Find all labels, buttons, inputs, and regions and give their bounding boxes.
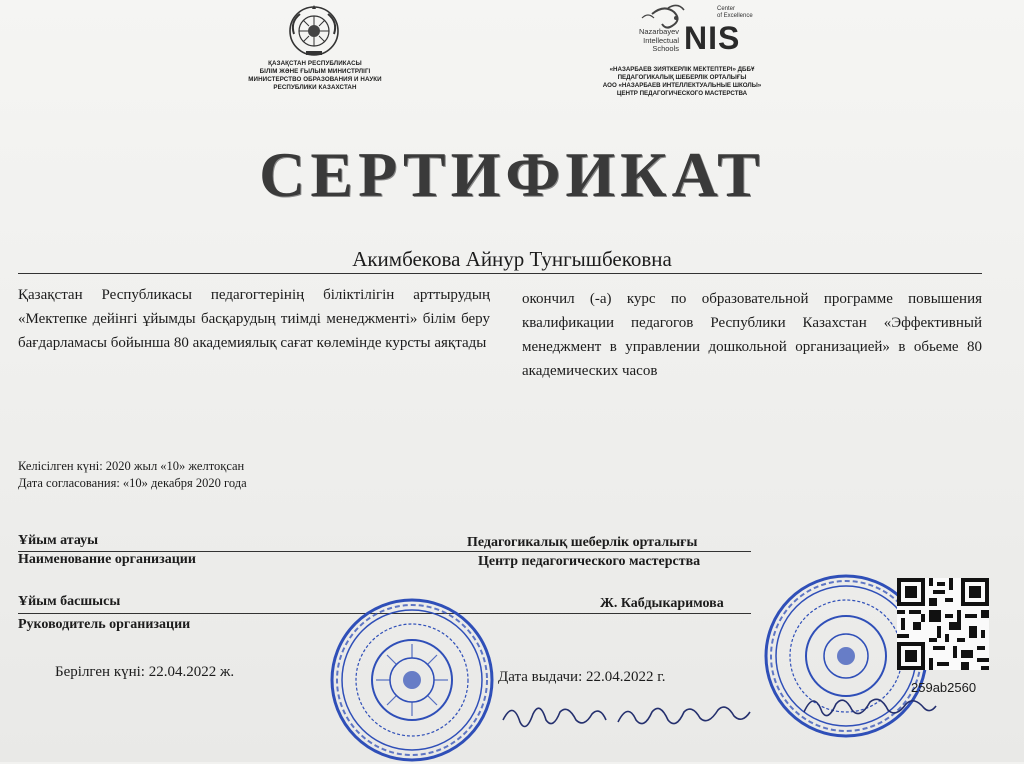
org-value-ru: Центр педагогического мастерства bbox=[478, 554, 701, 569]
org-label-kz: Ұйым атауы bbox=[18, 533, 99, 548]
recipient-name: Акимбекова Айнур Тунгышбековна bbox=[352, 247, 672, 271]
course-text-kz: Қазақстан Республикасы педагогтерінің біліктілігін арттырудың «Мектепке дейінгі ұйымды басқарудың тиімді менеджменті» білім беру бағдарламасы бойынша 80 академиялық сағат көлемінде курсты аяқтады bbox=[18, 287, 490, 351]
head-label-ru: Руководитель организации bbox=[18, 617, 191, 632]
issue-date-kz: Берілген күні: 22.04.2022 ж. bbox=[55, 664, 235, 680]
nis-org-kz-2: ПЕДАГОГИКАЛЫҚ ШЕБЕРЛІК ОРТАЛЫҒЫ bbox=[617, 74, 747, 81]
head-name: Ж. Кабдыкаримова bbox=[600, 596, 724, 611]
official-stamp-left bbox=[328, 596, 496, 764]
nis-coe-1: Center bbox=[717, 6, 736, 12]
head-label-kz: Ұйым басшысы bbox=[18, 594, 121, 609]
nis-org-kz-1: «НАЗАРБАЕВ ЗИЯТКЕРЛІК МЕКТЕПТЕРІ» ДББҰ bbox=[609, 66, 755, 73]
nis-name-2: Intellectual bbox=[643, 35, 679, 45]
nis-coe-2: of Excellence bbox=[717, 13, 753, 19]
issue-date-ru: Дата выдачи: 22.04.2022 г. bbox=[498, 669, 666, 685]
ministry-block bbox=[230, 60, 400, 92]
nis-abbr: NIS bbox=[684, 20, 741, 56]
ministry-kz-line-2: БІЛІМ ЖӘНЕ ҒЫЛЫМ МИНИСТРЛІГІ bbox=[259, 68, 371, 75]
nis-name-3: Schools bbox=[652, 44, 679, 53]
course-text-ru: окончил (-а) курс по образовательной программе повышения квалификации педагогов Республики Казахстан «Эффективный менеджмент в управлении дошкольной организацией» в обьеме 80 академических часов bbox=[522, 291, 982, 379]
signature-left bbox=[498, 690, 758, 740]
org-value-kz: Педагогикалық шеберлік орталығы bbox=[467, 535, 698, 550]
nis-org-ru-1: АОО «НАЗАРБАЕВ ИНТЕЛЛЕКТУАЛЬНЫЕ ШКОЛЫ» bbox=[602, 82, 762, 89]
nis-org-ru-2: ЦЕНТР ПЕДАГОГИЧЕСКОГО МАСТЕРСТВА bbox=[616, 90, 748, 97]
certificate-title: СЕРТИФИКАТ bbox=[259, 139, 765, 210]
nis-name bbox=[619, 28, 679, 54]
nis-name-1: Nazarbayev bbox=[638, 27, 679, 36]
kazakhstan-emblem-icon bbox=[288, 4, 340, 58]
nis-org-block bbox=[582, 66, 782, 98]
certificate-serial: 259ab2560 bbox=[911, 680, 977, 695]
agreement-date-ru: Дата согласования: «10» декабря 2020 года bbox=[18, 476, 247, 490]
org-label-ru: Наименование организации bbox=[18, 552, 196, 567]
qr-code-icon bbox=[897, 578, 989, 670]
ministry-ru-line-2: РЕСПУБЛИКИ КАЗАХСТАН bbox=[273, 84, 357, 91]
ministry-kz-line-1: ҚАЗАҚСТАН РЕСПУБЛИКАСЫ bbox=[268, 60, 362, 67]
agreement-date-kz: Келісілген күні: 2020 жыл «10» желтоқсан bbox=[18, 459, 245, 473]
ministry-ru-line-1: МИНИСТЕРСТВО ОБРАЗОВАНИЯ И НАУКИ bbox=[248, 76, 382, 83]
name-underline bbox=[18, 273, 982, 274]
nis-center-of-excellence bbox=[717, 6, 753, 20]
